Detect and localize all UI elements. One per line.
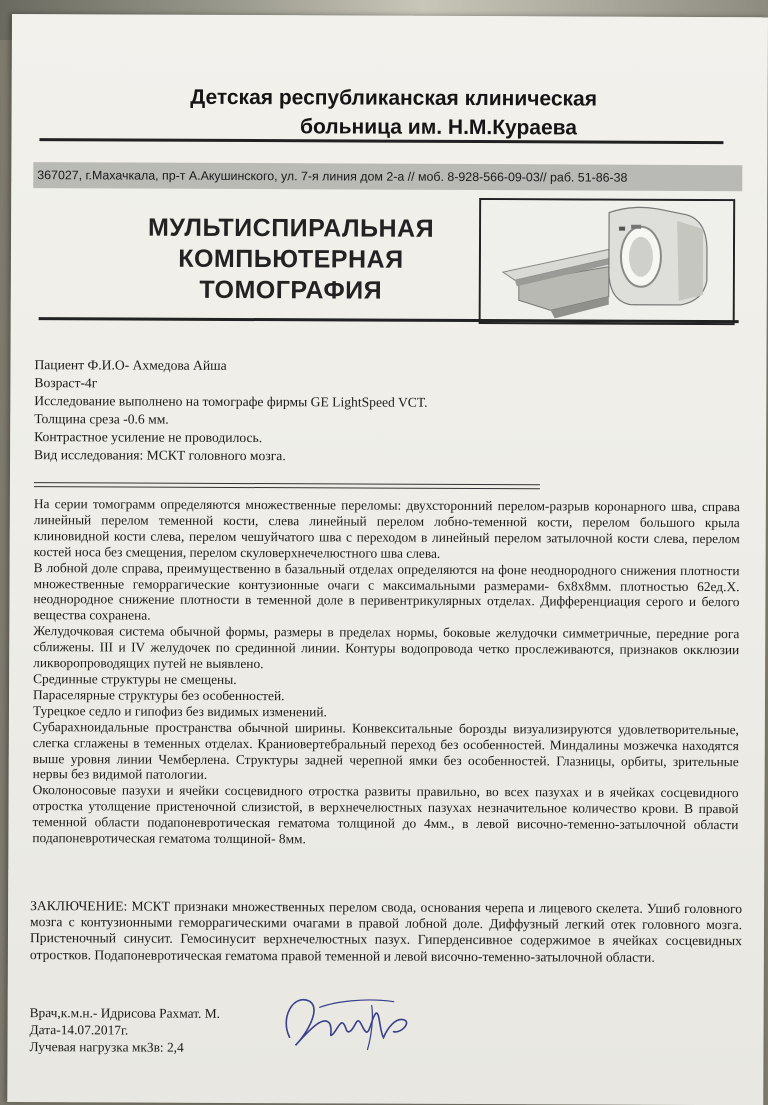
patient-age: Возраст-4г (34, 375, 98, 391)
service-title (111, 212, 471, 307)
patient-info (34, 356, 714, 467)
findings-paragraph: В лобной доле справа, преимущественно в базальный отделах определяются на фоне неоднородного снижения плотности множественные геморрагические контузионные очаги с максимальными размерами- 6х8х8мм. плотностью 62ед.Х. неоднородное снижение плотности в теменной доле в перивентрикулярных отделах. Дифференциация серого и белого вещества сохранена. (33, 559, 740, 623)
handwritten-signature (275, 987, 425, 1058)
medical-report-sheet (7, 14, 768, 1105)
hospital-name-line-1: Детская республиканская клиническая (190, 85, 598, 111)
findings-paragraph: Желудочковая система обычной формы, размеры в пределах нормы, боковые желудочки симметричные, передние рога сближены. III и IV желудочек по срединной линии. Контуры водопровода четко прослеживаются, признаков окклюзии ликворопроводящих путей не выявлено. (33, 623, 740, 672)
service-title-line-3: ТОМОГРАФИЯ (199, 275, 383, 305)
service-title-line-2: КОМПЬЮТЕРНАЯ (178, 244, 404, 274)
findings-paragraph: На серии томограмм определяются множественные переломы: двухсторонний перелом-разрыв коронарного шва, справа линейный перелом теменной кости, слева линейный перелом лобно-теменной кости, перелом большого крыла клиновидной кости слева, перелом чешуйчатого шва с переходом в линейный перелом затылочной кости слева, перелом костей носа без смещения, перелом скуловерхнечелюстного шва слева. (33, 496, 740, 561)
doctor-name: Врач,к.м.н.- Идрисова Рахмат. М. (29, 1005, 221, 1021)
section-divider (34, 482, 540, 489)
findings (32, 496, 740, 849)
study-type: Вид исследования: МСКТ головного мозга. (34, 447, 286, 464)
findings-paragraph: Субарахноидальные пространства обычной ширины. Конвекситальные борозды визуализируются удовлетворительные, слегка сглажены в теменных отделах. Краниовертебральный переход без особенностей. Миндалины мозжечка находятся выше уровня линии Чемберлена. Структуры задней черепной ямки без особенностей. Глазницы, орбиты, зрительные нервы без видимой патологии. (32, 718, 739, 783)
findings-paragraph: Срединные структуры не смещены. (33, 671, 237, 687)
conclusion (30, 898, 742, 966)
ct-scanner-icon (479, 198, 736, 325)
hospital-name-line-2: больница им. Н.М.Кураева (299, 115, 578, 140)
patient-name: Пациент Ф.И.О- Ахмедова Айша (34, 357, 227, 373)
hospital-name (153, 83, 633, 143)
slice-thickness: Толщина среза -0.6 мм. (34, 411, 169, 427)
findings-paragraph: Параселярные структуры без особенностей. (32, 686, 285, 704)
hospital-address: 367027, г.Махачкала, пр-т А.Акушинского, ул. 7-я линия дом 2-а // моб. 8-928-566-09-03// раб. 51-86-38 (33, 162, 742, 191)
conclusion-text: ЗАКЛЮЧЕНИЕ: МСКТ признаки множественных перелом свода, основания черепа и лицевого скелета. Ушиб головного мозга с контузионными геморрагическими очагами в правой лобной доле. Диффузный легкий отек головного мозга. Пристеночный синусит. Гемосинусит верхнечелюстных пазух. Гиперденсивное содержимое в ячейках сосцевидных отростков. Подапоневротическая гематома правой теменной и левой височно-теменно-затылочной области. (29, 898, 743, 965)
radiation-dose: Лучевая нагрузка мкЗв: 2,4 (29, 1039, 184, 1055)
findings-paragraph: Турецкое седло и гипофиз без видимых изменений. (32, 702, 327, 720)
scanner-device: Исследование выполнено на томографе фирмы GE LightSpeed VCT. (34, 393, 428, 410)
contrast-info: Контрастное усиление не проводилось. (34, 429, 263, 446)
findings-paragraph: Околоносовые пазухи и ячейки сосцевидного отростка развиты правильно, во всех пазухах и в ячейках сосцевидного отростка утолщение пристеночной слизистой, в верхнечелюстных пазухах незначительное количество крови. В правой теменной области подапоневротическая гематома толщиной до 4мм., в левой височно-теменно-затылочной области подапоневротическая гематома толщиной- 8мм. (32, 782, 739, 847)
report-date: Дата-14.07.2017г. (29, 1022, 129, 1038)
service-title-line-1: МУЛЬТИСПИРАЛЬНАЯ (147, 213, 435, 243)
